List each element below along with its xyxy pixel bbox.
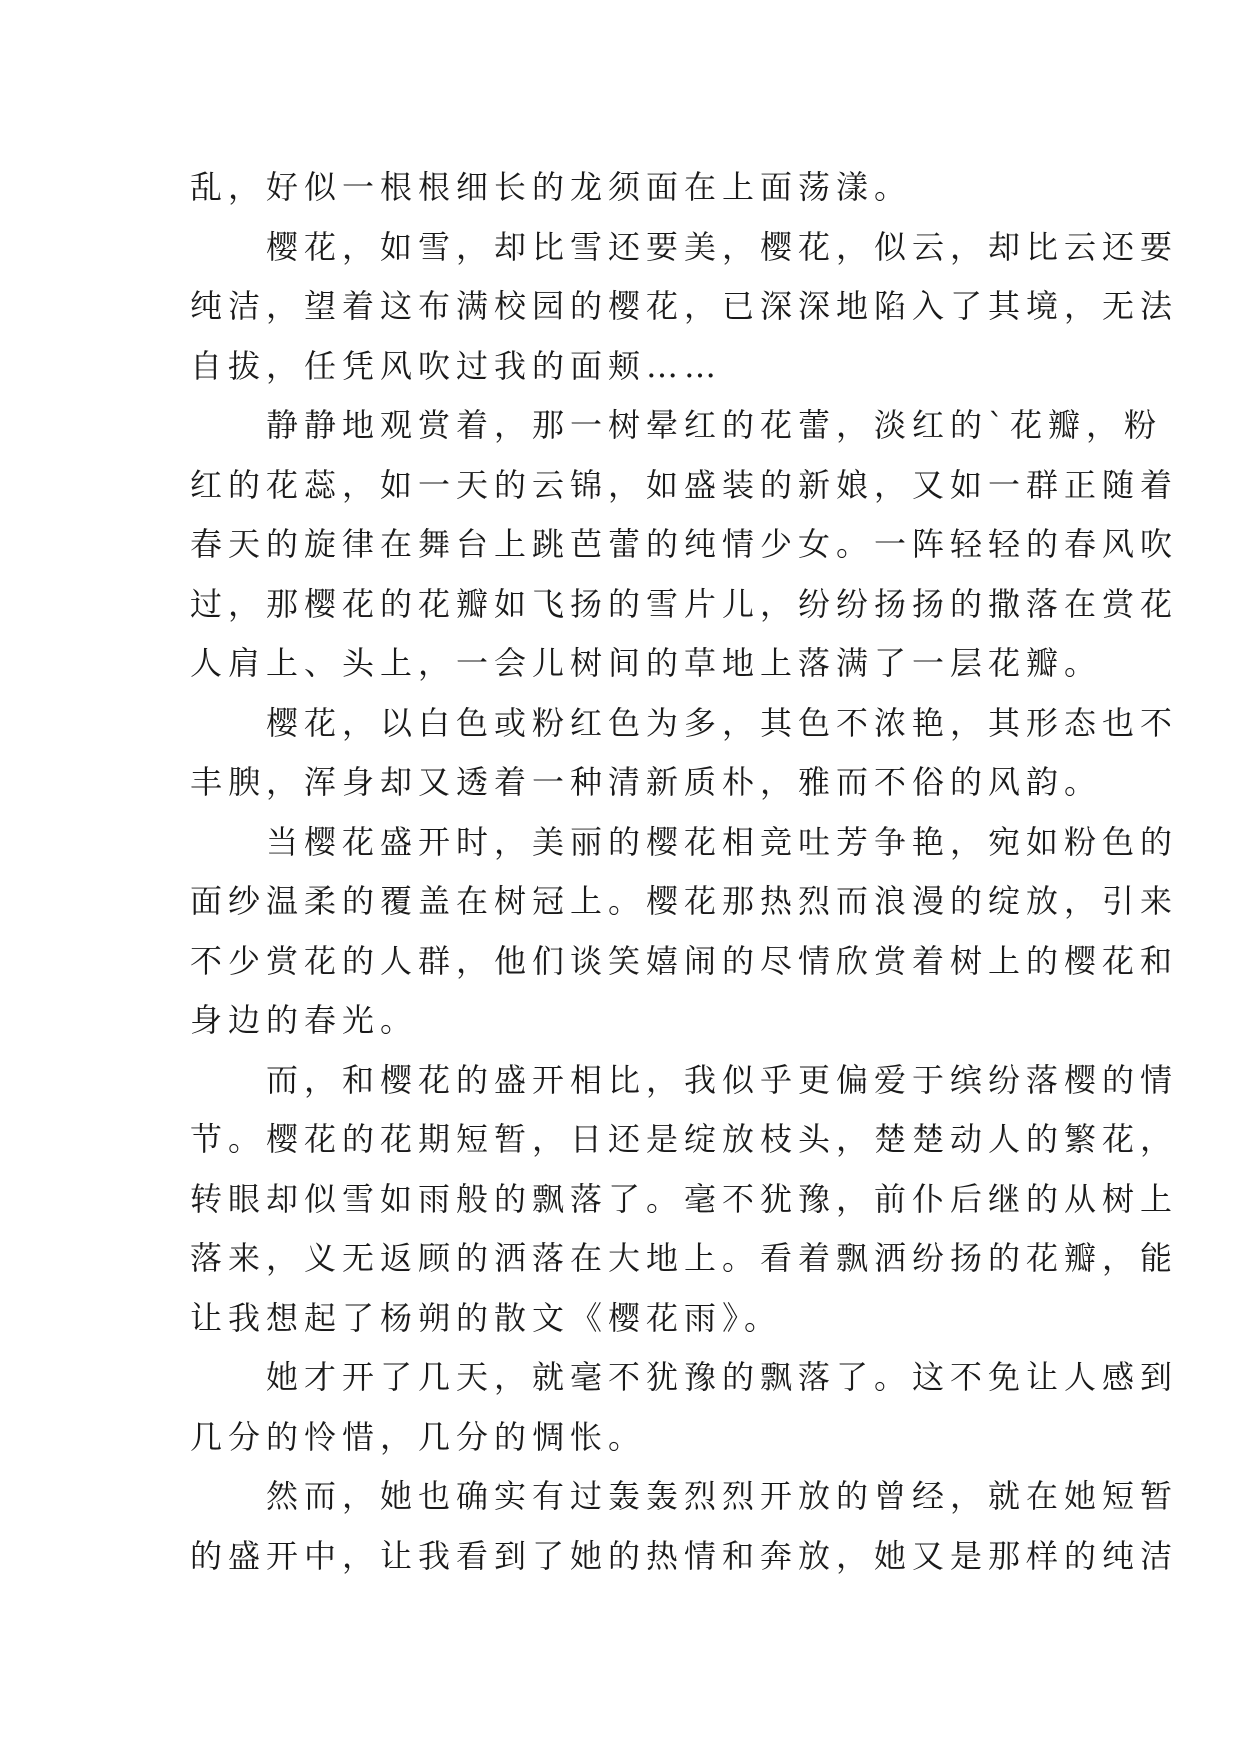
text-line: 她才开了几天，就毫不犹豫的飘落了。这不免让人感到 (190, 1358, 1179, 1396)
text-line: 当樱花盛开时，美丽的樱花相竞吐芳争艳，宛如粉色的 (190, 822, 1179, 861)
text-line: 落来，义无返顾的洒落在大地上。看着飘洒纷扬的花瓣，能 (190, 1239, 1179, 1277)
text-line: 过，那樱花的花瓣如飞扬的雪片儿，纷纷扬扬的撒落在赏花 (190, 584, 1179, 623)
text-line: 春天的旋律在舞台上跳芭蕾的纯情少女。一阵轻轻的春风吹 (190, 525, 1179, 563)
paragraph (190, 694, 1179, 813)
text-line: 樱花，以白色或粉红色为多，其色不浓艳，其形态也不 (190, 703, 1179, 742)
text-line: 的盛开中，让我看到了她的热情和奔放，她又是那样的纯洁 (190, 1536, 1179, 1575)
text-line: 转眼却似雪如雨般的飘落了。毫不犹豫，前仆后继的从树上 (190, 1179, 1179, 1218)
paragraph (190, 396, 1179, 694)
text-line: 几分的怜惜，几分的惆怅。 (190, 1417, 647, 1456)
text-line: 丰腴，浑身却又透着一种清新质朴，雅而不俗的风韵。 (190, 763, 1103, 801)
document-body (190, 158, 1179, 1586)
text-line: 身边的春光。 (190, 1001, 419, 1039)
text-line: 静静地观赏着，那一树晕红的花蕾，淡红的`花瓣，粉 (190, 406, 1163, 444)
text-line: 自拔，任凭风吹过我的面颊…… (190, 346, 723, 385)
paragraph (190, 1051, 1179, 1349)
text-line: 纯洁，望着这布满校园的樱花，已深深地陷入了其境，无法 (190, 287, 1179, 325)
text-line: 乱，好似一根根细长的龙须面在上面荡漾。 (190, 168, 913, 206)
text-line: 面纱温柔的覆盖在树冠上。樱花那热烈而浪漫的绽放，引来 (190, 882, 1179, 920)
paragraph (190, 813, 1179, 1051)
paragraph (190, 1467, 1179, 1586)
paragraph (190, 218, 1179, 397)
text-line: 让我想起了杨朔的散文《樱花雨》。 (190, 1298, 783, 1337)
text-line: 樱花，如雪，却比雪还要美，樱花，似云，却比云还要 (190, 227, 1179, 266)
text-line: 而，和樱花的盛开相比，我似乎更偏爱于缤纷落樱的情 (190, 1060, 1179, 1099)
text-line: 人肩上、头上，一会儿树间的草地上落满了一层花瓣。 (190, 644, 1103, 682)
text-line: 节。樱花的花期短暂，日还是绽放枝头，楚楚动人的繁花， (190, 1120, 1179, 1158)
text-line: 红的花蕊，如一天的云锦，如盛装的新娘，又如一群正随着 (190, 465, 1179, 504)
text-line: 然而，她也确实有过轰轰烈烈开放的曾经，就在她短暂 (190, 1477, 1179, 1515)
paragraph (190, 1348, 1179, 1467)
text-line: 不少赏花的人群，他们谈笑嬉闹的尽情欣赏着树上的樱花和 (190, 941, 1179, 980)
paragraph (190, 158, 1070, 218)
